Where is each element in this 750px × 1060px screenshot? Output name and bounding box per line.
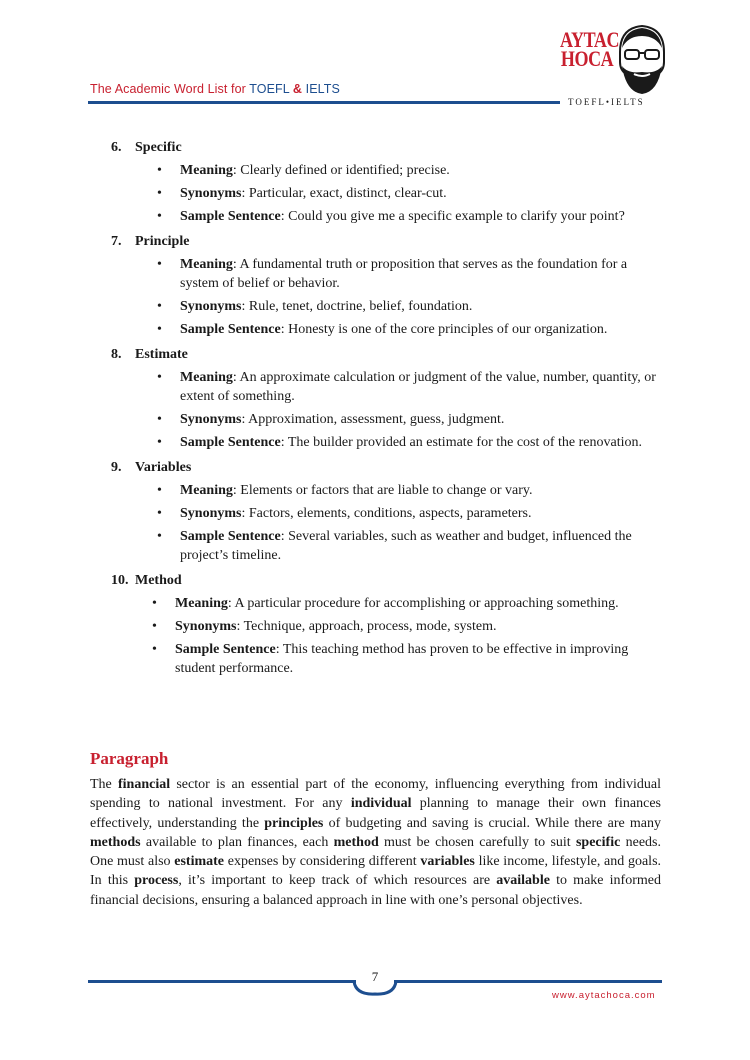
term-word: Principle bbox=[135, 234, 190, 249]
paragraph-text: , it’s important to keep track of which resources are bbox=[178, 873, 497, 889]
definition-text: : Factors, elements, conditions, aspects, parameters. bbox=[241, 506, 532, 521]
term-word: Variables bbox=[135, 460, 192, 475]
definition-text: : Rule, tenet, doctrine, belief, foundation. bbox=[241, 299, 473, 314]
term-heading bbox=[111, 232, 661, 251]
definition-item bbox=[111, 297, 661, 316]
header-title-ielts: IELTS bbox=[305, 82, 340, 96]
bullet-icon: • bbox=[157, 257, 162, 272]
vocab-term: principles bbox=[264, 815, 324, 831]
term-number: 6. bbox=[111, 140, 122, 155]
bullet-icon: • bbox=[157, 299, 162, 314]
paragraph-text: of budgeting and saving is crucial. While there are many bbox=[323, 815, 662, 831]
definition-item bbox=[111, 504, 661, 523]
bullet-icon: • bbox=[157, 412, 162, 427]
vocab-term: method bbox=[333, 834, 379, 850]
term-word: Specific bbox=[135, 140, 182, 155]
definition-text: : Elements or factors that are liable to change or vary. bbox=[232, 483, 533, 498]
vocab-term: individual bbox=[350, 796, 412, 812]
definition-label: Sample Sentence bbox=[175, 642, 276, 657]
bullet-icon: • bbox=[157, 435, 162, 450]
definition-text: : Honesty is one of the core principles of our organization. bbox=[280, 322, 608, 337]
paragraph-text: must be chosen carefully to suit bbox=[378, 834, 576, 850]
definition-item bbox=[111, 184, 661, 203]
definition-list bbox=[111, 368, 661, 452]
bullet-icon: • bbox=[152, 619, 157, 634]
definition-label: Sample Sentence bbox=[180, 435, 281, 450]
bullet-icon: • bbox=[157, 186, 162, 201]
vocab-term: estimate bbox=[174, 854, 225, 870]
footer-rule-left bbox=[88, 980, 356, 983]
definition-text: : A particular procedure for accomplishing or approaching something. bbox=[227, 596, 619, 611]
term-heading bbox=[111, 138, 661, 157]
vocab-term: financial bbox=[118, 777, 171, 792]
definition-item bbox=[111, 255, 661, 293]
brand-logo bbox=[560, 22, 672, 110]
paragraph-text: like income, lifestyle, and goals. In this bbox=[90, 854, 662, 889]
definition-item bbox=[111, 207, 661, 226]
logo-line1: AYTAC bbox=[560, 27, 620, 52]
paragraph-text: expenses by considering different bbox=[224, 854, 421, 870]
definition-item bbox=[111, 481, 661, 500]
definition-item bbox=[111, 161, 661, 180]
term-number: 9. bbox=[111, 460, 122, 475]
definition-item bbox=[111, 410, 661, 429]
term-number: 7. bbox=[111, 234, 122, 249]
definition-label: Synonyms bbox=[180, 412, 242, 427]
bullet-icon: • bbox=[157, 483, 162, 498]
header-title-prefix: The Academic Word List for bbox=[90, 82, 250, 96]
definition-text: : Could you give me a specific example to clarify your point? bbox=[280, 209, 625, 224]
bullet-icon: • bbox=[157, 163, 162, 178]
footer-url: www.aytachoca.com bbox=[552, 990, 656, 1001]
vocab-term: variables bbox=[420, 854, 475, 870]
definition-item bbox=[111, 368, 661, 406]
definition-label: Meaning bbox=[180, 163, 233, 178]
header-rule bbox=[88, 101, 560, 104]
vocab-term: available bbox=[496, 873, 550, 889]
bullet-icon: • bbox=[152, 642, 157, 657]
definition-text: : Particular, exact, distinct, clear-cut. bbox=[241, 186, 447, 201]
paragraph-body bbox=[90, 775, 661, 910]
definition-label: Sample Sentence bbox=[180, 209, 281, 224]
header-title-toefl: TOEFL bbox=[249, 82, 290, 96]
footer-rule-right bbox=[394, 980, 662, 983]
paragraph-text: needs. One must also bbox=[90, 834, 661, 870]
definition-text: : The builder provided an estimate for the cost of the renovation. bbox=[280, 435, 643, 450]
term-heading bbox=[111, 571, 661, 590]
term-word: Estimate bbox=[135, 347, 188, 362]
header-title-amp: & bbox=[292, 82, 303, 96]
bullet-icon: • bbox=[157, 529, 162, 544]
definition-label: Meaning bbox=[175, 596, 228, 611]
vocab-term: specific bbox=[575, 834, 621, 850]
definition-list bbox=[111, 255, 661, 339]
bullet-icon: • bbox=[152, 596, 157, 611]
definition-list bbox=[111, 161, 661, 226]
definition-label: Synonyms bbox=[180, 299, 242, 314]
definition-label: Meaning bbox=[180, 483, 233, 498]
bullet-icon: • bbox=[157, 506, 162, 521]
definition-list bbox=[111, 594, 661, 678]
definition-text: : An approximate calculation or judgment of the value, number, quantity, or extent of something. bbox=[180, 370, 656, 404]
bullet-icon: • bbox=[157, 322, 162, 337]
word-list bbox=[111, 138, 661, 684]
definition-item bbox=[111, 320, 661, 339]
page-number: 7 bbox=[371, 969, 379, 984]
definition-text: : Approximation, assessment, guess, judgment. bbox=[241, 412, 505, 427]
definition-label: Synonyms bbox=[180, 186, 242, 201]
definition-text: : Technique, approach, process, mode, system. bbox=[236, 619, 497, 634]
term-number: 10. bbox=[111, 573, 129, 588]
definition-label: Synonyms bbox=[175, 619, 237, 634]
paragraph-text: sector is an essential part of the economy, influencing everything from individual spending to national investment. For any bbox=[90, 777, 662, 812]
definition-text: : A fundamental truth or proposition that serves as the foundation for a system of belief or behavior. bbox=[180, 257, 628, 291]
definition-label: Meaning bbox=[180, 257, 233, 272]
term-word: Method bbox=[135, 573, 182, 588]
logo-wordmark bbox=[560, 27, 620, 71]
definition-item bbox=[111, 527, 661, 565]
paragraph-text: to make informed financial decisions, ensuring a balanced approach in line with one’s personal objectives. bbox=[90, 873, 661, 908]
paragraph-text: available to plan finances, each bbox=[140, 834, 334, 850]
term-heading bbox=[111, 458, 661, 477]
paragraph-text: The bbox=[90, 777, 118, 792]
term-heading bbox=[111, 345, 661, 364]
definition-text: : This teaching method has proven to be effective in improving student performance. bbox=[175, 642, 629, 676]
bullet-icon: • bbox=[157, 370, 162, 385]
paragraph-heading: Paragraph bbox=[90, 749, 169, 768]
definition-label: Synonyms bbox=[180, 506, 242, 521]
definition-list bbox=[111, 481, 661, 565]
header-title bbox=[90, 82, 340, 96]
definition-label: Sample Sentence bbox=[180, 529, 281, 544]
definition-text: : Clearly defined or identified; precise. bbox=[232, 163, 450, 178]
definition-label: Sample Sentence bbox=[180, 322, 281, 337]
definition-label: Meaning bbox=[180, 370, 233, 385]
definition-item bbox=[111, 617, 661, 636]
term-number: 8. bbox=[111, 347, 122, 362]
definition-item bbox=[111, 433, 661, 452]
bullet-icon: • bbox=[157, 209, 162, 224]
logo-subtitle: TOEFL•IELTS bbox=[568, 97, 645, 107]
paragraph-text: planning to manage their own finances effectively, understanding the bbox=[90, 796, 662, 831]
vocab-term: process bbox=[134, 873, 179, 889]
logo-line2: HOCA bbox=[560, 46, 614, 71]
vocab-term: methods bbox=[90, 834, 141, 850]
portrait-icon bbox=[612, 22, 672, 96]
definition-item bbox=[111, 594, 661, 613]
definition-text: : Several variables, such as weather and budget, influenced the project’s timeline. bbox=[180, 529, 632, 563]
definition-item bbox=[111, 640, 661, 678]
